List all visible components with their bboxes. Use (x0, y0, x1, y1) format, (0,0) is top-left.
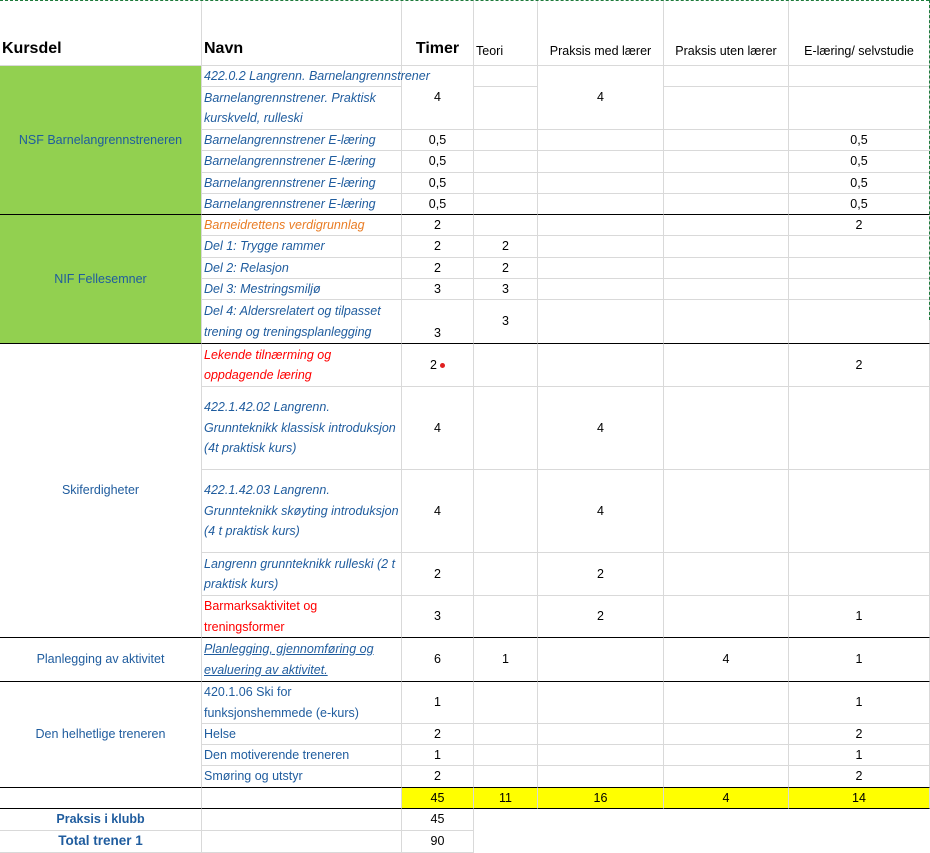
row-timer: 4 (402, 387, 474, 470)
row-timer: 2 (402, 258, 474, 279)
row-elaering: 0,5 (789, 151, 930, 173)
row-navn: Barmarksaktivitet og treningsformer (202, 596, 402, 638)
row-timer: 2 (402, 766, 474, 788)
row-elaering (789, 470, 930, 553)
row-praksis-uten (664, 194, 789, 215)
row-praksis-uten (664, 300, 789, 344)
row-elaering: 1 (789, 745, 930, 766)
totals-label-empty (0, 788, 202, 809)
header-timer: Timer (402, 0, 474, 66)
row-teori (474, 130, 538, 151)
row-elaering (789, 300, 930, 344)
row-navn-text: Planlegging, gjennomføring og evaluering av aktivitet. (204, 642, 374, 677)
row-timer: 1 (402, 745, 474, 766)
row-teori-top (474, 66, 538, 87)
row-praksis-uten (664, 387, 789, 470)
row-teori: 3 (474, 279, 538, 300)
header-e-laering: E-læring/ selvstudie (789, 0, 930, 66)
row-teori: 1 (474, 638, 538, 682)
row-timer: 2 (402, 236, 474, 258)
row-elaering: 0,5 (789, 130, 930, 151)
group-nsf-barnelangrennstreneren: NSF Barnelangrennstreneren (0, 66, 202, 215)
row-teori (474, 173, 538, 194)
row-timer: 0,5 (402, 151, 474, 173)
row-timer: 2 (402, 724, 474, 745)
row-praksis-uten (664, 470, 789, 553)
row-navn: Helse (202, 724, 402, 745)
row-timer: 3 (402, 596, 474, 638)
row-timer: 0,5 (402, 173, 474, 194)
row-navn: 422.1.42.02 Langrenn. Grunnteknikk klassisk introduksjon (4t praktisk kurs) (202, 387, 402, 470)
praksis-i-klubb-label: Praksis i klubb (0, 809, 202, 831)
row-praksis-uten (664, 151, 789, 173)
totals-navn-empty (202, 788, 402, 809)
row-praksis-med (538, 130, 664, 151)
row-elaering (789, 236, 930, 258)
row-navn: Barnelangrennstrener. Praktisk kurskveld, rulleski (202, 87, 402, 130)
row-teori (474, 745, 538, 766)
row-elaering (789, 258, 930, 279)
row-navn: Del 4: Aldersrelatert og tilpasset trening og treningsplanlegging (202, 300, 402, 344)
row-praksis-uten (664, 596, 789, 638)
row-teori (474, 553, 538, 596)
row-praksis-med (538, 194, 664, 215)
row-teori (474, 682, 538, 724)
row-timer (402, 344, 474, 387)
row-navn: Barnelangrennstrener E-læring (202, 194, 402, 215)
row-praksis-med: 4 (538, 470, 664, 553)
row-praksis-uten (664, 745, 789, 766)
total-teori: 11 (474, 788, 538, 809)
row-elaering: 2 (789, 724, 930, 745)
row-praksis-uten (664, 87, 789, 130)
row-teori: 2 (474, 258, 538, 279)
row-praksis-med (538, 766, 664, 788)
row-praksis-uten (664, 344, 789, 387)
row-elaering: 1 (789, 638, 930, 682)
row-teori: 3 (474, 300, 538, 344)
group-planlegging-av-aktivitet: Planlegging av aktivitet (0, 638, 202, 682)
row-praksis-uten (664, 258, 789, 279)
row-praksis-med (538, 279, 664, 300)
row-timer-value: 2 (430, 357, 437, 372)
row-timer: 2 (402, 553, 474, 596)
row-praksis-med: 4 (538, 387, 664, 470)
group-den-helhetlige-treneren: Den helhetlige treneren (0, 682, 202, 788)
row-praksis-uten (664, 215, 789, 236)
row-elaering: 2 (789, 215, 930, 236)
row-praksis-med: 4 (538, 66, 664, 130)
row-elaering: 2 (789, 766, 930, 788)
row-navn: Langrenn grunnteknikk rulleski (2 t praktisk kurs) (202, 553, 402, 596)
total-trener-navn (202, 831, 402, 853)
row-teori (474, 151, 538, 173)
row-timer: 4 (402, 470, 474, 553)
row-navn: 422.0.2 Langrenn. Barnelangrennstrener (202, 66, 402, 87)
total-trener-value: 90 (402, 831, 474, 853)
praksis-i-klubb-navn (202, 809, 402, 831)
row-praksis-uten (664, 724, 789, 745)
row-praksis-med (538, 173, 664, 194)
row-praksis-med (538, 638, 664, 682)
row-praksis-med (538, 258, 664, 279)
header-praksis-uten-laerer: Praksis uten lærer (664, 0, 789, 66)
row-praksis-uten (664, 553, 789, 596)
row-timer: 3 (402, 300, 474, 344)
row-praksis-med (538, 215, 664, 236)
row-praksis-uten (664, 766, 789, 788)
total-praksis-med: 16 (538, 788, 664, 809)
row-praksis-med (538, 151, 664, 173)
row-navn: 422.1.42.03 Langrenn. Grunnteknikk skøyting introduksjon (4 t praktisk kurs) (202, 470, 402, 553)
row-navn: 420.1.06 Ski for funksjonshemmede (e-kurs) (202, 682, 402, 724)
row-navn (202, 638, 402, 682)
row-timer: 6 (402, 638, 474, 682)
praksis-i-klubb-value: 45 (402, 809, 474, 831)
row-navn: Del 2: Relasjon (202, 258, 402, 279)
row-navn: Barneidrettens verdigrunnlag (202, 215, 402, 236)
row-elaering (789, 87, 930, 130)
group-nif-fellesemner: NIF Fellesemner (0, 215, 202, 344)
row-elaering: 0,5 (789, 194, 930, 215)
row-praksis-uten (664, 236, 789, 258)
row-timer: 3 (402, 279, 474, 300)
row-timer: 0,5 (402, 194, 474, 215)
row-praksis-med: 2 (538, 596, 664, 638)
total-praksis-uten: 4 (664, 788, 789, 809)
header-teori: Teori (474, 0, 538, 66)
row-teori (474, 344, 538, 387)
row-navn: Barnelangrennstrener E-læring (202, 151, 402, 173)
row-praksis-uten (664, 173, 789, 194)
row-praksis-uten: 4 (664, 638, 789, 682)
row-praksis-uten (664, 130, 789, 151)
row-teori (474, 766, 538, 788)
row-praksis-uten-top (664, 66, 789, 87)
header-navn: Navn (202, 0, 402, 66)
row-elaering (789, 553, 930, 596)
row-teori: 2 (474, 236, 538, 258)
row-teori (474, 215, 538, 236)
row-teori (474, 387, 538, 470)
row-elaering: 1 (789, 682, 930, 724)
row-praksis-med (538, 344, 664, 387)
selection-dashed-border (0, 0, 929, 2)
row-elaering: 2 (789, 344, 930, 387)
row-timer: 4 (402, 66, 474, 130)
row-timer: 0,5 (402, 130, 474, 151)
row-praksis-med (538, 300, 664, 344)
row-navn: Del 3: Mestringsmiljø (202, 279, 402, 300)
row-navn: Lekende tilnærming og oppdagende læring (202, 344, 402, 387)
group-skiferdigheter: Skiferdigheter (0, 344, 202, 638)
row-elaering: 0,5 (789, 173, 930, 194)
row-elaering-top (789, 66, 930, 87)
row-navn: Barnelangrennstrener E-læring (202, 173, 402, 194)
row-praksis-med (538, 745, 664, 766)
row-teori (474, 724, 538, 745)
row-teori (474, 87, 538, 130)
row-praksis-uten (664, 682, 789, 724)
total-trener-label: Total trener 1 (0, 831, 202, 853)
row-praksis-med (538, 236, 664, 258)
row-teori (474, 596, 538, 638)
header-praksis-med-laerer: Praksis med lærer (538, 0, 664, 66)
row-teori (474, 470, 538, 553)
row-elaering (789, 279, 930, 300)
row-praksis-med (538, 682, 664, 724)
row-praksis-med: 2 (538, 553, 664, 596)
row-praksis-med (538, 724, 664, 745)
row-timer: 1 (402, 682, 474, 724)
row-praksis-uten (664, 279, 789, 300)
row-elaering (789, 387, 930, 470)
total-elaering: 14 (789, 788, 930, 809)
total-timer: 45 (402, 788, 474, 809)
header-kursdel: Kursdel (0, 0, 202, 66)
row-elaering: 1 (789, 596, 930, 638)
row-navn: Den motiverende treneren (202, 745, 402, 766)
comment-marker-icon (440, 363, 445, 368)
row-navn: Barnelangrennstrener E-læring (202, 130, 402, 151)
row-teori (474, 194, 538, 215)
row-timer: 2 (402, 215, 474, 236)
row-navn: Smøring og utstyr (202, 766, 402, 788)
row-navn: Del 1: Trygge rammer (202, 236, 402, 258)
